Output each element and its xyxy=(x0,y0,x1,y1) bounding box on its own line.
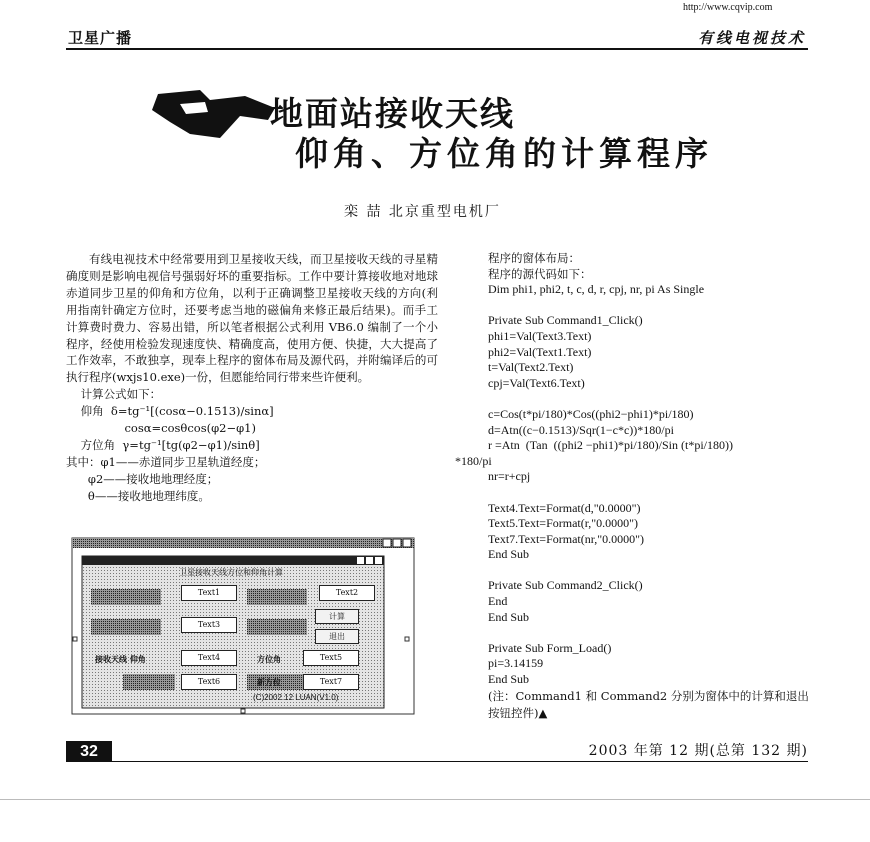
code-line: nr=r+cpj xyxy=(488,469,531,484)
code-line: cpj=Val(Text6.Text) xyxy=(488,375,585,390)
formula-line: 方位角 γ=tg⁻¹[tg(φ2−φ1)/sinθ] xyxy=(66,437,260,452)
title-decoration xyxy=(150,86,280,146)
azimuth-label: 方位角 xyxy=(257,655,281,664)
new-azimuth-label: 新方位 xyxy=(257,678,281,687)
code-line: Text4.Text=Format(d,"0.0000") xyxy=(488,500,641,515)
textbox-text7[interactable]: Text7 xyxy=(303,674,359,690)
code-line: c=Cos(t*pi/180)*Cos((phi2−phi1)*pi/180) xyxy=(488,406,694,421)
section-label-left: 卫星广播 xyxy=(68,29,133,47)
calculate-button[interactable]: 计算 xyxy=(315,609,359,624)
code-line: Text5.Text=Format(r,"0.0000") xyxy=(488,516,639,531)
section-label-right: 有线电视技术 xyxy=(697,29,806,47)
code-line: End Sub xyxy=(488,672,530,687)
textbox-text2[interactable]: Text2 xyxy=(319,585,375,601)
code-line: r =Atn (Tan ((phi2 −phi1)*pi/180)/Sin (t*pi/180)) xyxy=(488,438,733,453)
code-line: Text7.Text=Format(nr,"0.0000") xyxy=(488,531,645,546)
form-screenshot xyxy=(71,537,415,715)
left-column xyxy=(66,251,438,505)
copyright-label: (C)2002.12 LUAN(V1.0) xyxy=(253,693,339,702)
right-column xyxy=(455,251,815,722)
header-rule xyxy=(66,48,808,50)
code-line: Private Sub Command2_Click() xyxy=(488,578,643,593)
code-line: End Sub xyxy=(488,547,530,562)
code-line: phi2=Val(Text1.Text) xyxy=(488,344,592,359)
code-note: (注：Command1 和 Command2 分别为窗体中的计算和退出按钮控件)▲ xyxy=(488,688,809,720)
elevation-label: 接收天线 仰角 xyxy=(95,655,146,664)
code-line: *180/pi xyxy=(455,453,492,468)
source-url: http://www.cqvip.com xyxy=(683,2,773,13)
exit-button[interactable]: 退出 xyxy=(315,629,359,644)
code-line: t=Val(Text2.Text) xyxy=(488,360,574,375)
intro-line: 程序的源代码如下： xyxy=(488,266,592,281)
code-line xyxy=(455,485,815,501)
intro-paragraph: 有线电视技术中经常要用到卫星接收天线，而卫星接收天线的寻星精确度则是影响电视信号强弱好坏的重要指标。工作中要计算接收地对地球赤道同步卫星的仰角和方位角，以利于正确调整卫星接收天线的方向(利用指南针确定方位时，还要考虑当地的磁偏角来修正最后结果)。而手工计算费时费力、容易出错，所以笔者根据公式利用 VB6.0 编制了一个小程序，经使用检验发现速度快、精确度高，使用方便、快捷，大大提高了工作效率，不敢独享，现奉上程序的窗体布局及源代码，并附编译后的可执行程序(wxjs10.exe)一份，但愿能给同行带来些许便利。 xyxy=(66,252,438,385)
article-title-line2: 仰角、方位角的计算程序 xyxy=(295,134,713,173)
footer-rule xyxy=(66,761,808,762)
code-line: Private Sub Form_Load() xyxy=(488,640,612,655)
formula-line: 其中：φ1——赤道同步卫星轨道经度； xyxy=(66,454,266,469)
page-number: 32 xyxy=(66,741,112,762)
scan-artifact-line xyxy=(0,799,870,800)
code-line: pi=3.14159 xyxy=(488,656,544,671)
issue-label: 2003 年第 12 期(总第 132 期) xyxy=(588,743,808,759)
form-title: 卫星接收天线方位和仰角计算 xyxy=(179,568,283,577)
textbox-text1[interactable]: Text1 xyxy=(181,585,237,601)
formula-title: 计算公式如下： xyxy=(66,387,162,402)
code-line xyxy=(455,563,815,579)
intro-line: 程序的窗体布局： xyxy=(488,251,580,265)
code-line: End xyxy=(488,594,508,609)
code-line: Private Sub Command1_Click() xyxy=(488,313,643,328)
code-line xyxy=(455,298,815,314)
article-title-line1: 地面站接收天线 xyxy=(270,94,515,133)
code-line xyxy=(455,625,815,641)
formula-line: 仰角 δ=tg⁻¹[(cosα−0.1513)/sinα] xyxy=(66,404,274,419)
code-line: Dim phi1, phi2, t, c, d, r, cpj, nr, pi As Single xyxy=(488,282,705,297)
formula-line: cosα=cosθcos(φ2−φ1) xyxy=(66,421,256,436)
author-line: 栾 喆 北京重型电机厂 xyxy=(344,204,501,220)
code-line: d=Atn((c−0.1513)/Sqr(1−c*c))*180/pi xyxy=(488,422,674,437)
textbox-text5[interactable]: Text5 xyxy=(303,650,359,666)
formula-line: θ——接收地地理纬度。 xyxy=(66,488,210,503)
code-line xyxy=(455,391,815,407)
formula-line: φ2——接收地地理经度； xyxy=(66,471,219,486)
textbox-text4[interactable]: Text4 xyxy=(181,650,237,666)
source-code xyxy=(455,282,815,687)
code-line: phi1=Val(Text3.Text) xyxy=(488,328,592,343)
textbox-text6[interactable]: Text6 xyxy=(181,674,237,690)
textbox-text3[interactable]: Text3 xyxy=(181,617,237,633)
code-line: End Sub xyxy=(488,609,530,624)
